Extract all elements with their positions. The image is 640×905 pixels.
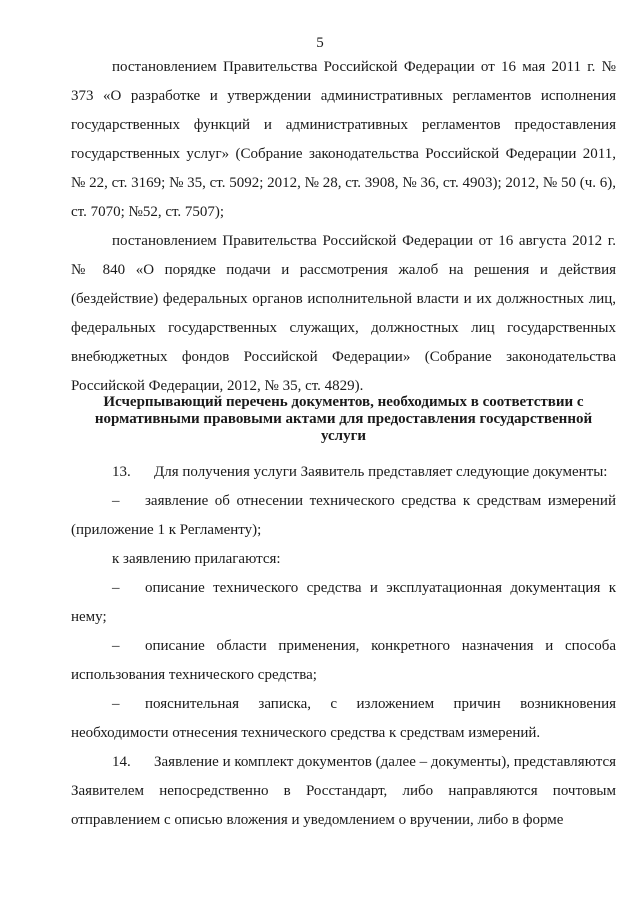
heading-line-3: услуги [320,428,367,444]
bullet-explanatory-note [71,690,616,748]
legal-references-block [71,53,616,401]
section-heading [71,394,616,445]
dash-marker: – [112,638,120,654]
item-14-number: 14. [112,754,131,770]
bullet-application-text: заявление об отнесении технического средства к средствам измерений (приложение 1 к Регламенту); [71,493,616,538]
dash-marker: – [112,580,120,596]
heading-line-2: нормативными правовыми актами для предоставления государственной [94,411,593,427]
item-13 [71,458,616,487]
bullet-scope [71,632,616,690]
paragraph-resolution-373: постановлением Правительства Российской Федерации от 16 мая 2011 г. № 373 «О разработке и утверждении административных регламентов исполнения государственных функций и административных регламентов предоставления государственных услуг» (Собрание законодательства Российской Федерации 2011, № 22, ст. 3169; № 35, ст. 5092; 2012, № 28, ст. 3908, № 36, ст. 4903); 2012, № 50 (ч. 6), ст. 7070; №52, ст. 7507); [71,59,616,220]
bullet-scope-text: описание области применения, конкретного назначения и способа использования технического средства; [71,638,616,683]
bullet-description-text: описание технического средства и эксплуатационная документация к нему; [71,580,616,625]
dash-marker: – [112,696,120,712]
item-13-text: Для получения услуги Заявитель представляет следующие документы: [154,464,608,480]
item-14 [71,748,616,835]
heading-line-1: Исчерпывающий перечень документов, необходимых в соответствии с [103,394,584,410]
item-14-text: Заявление и комплект документов (далее – документы), представляются Заявителем непосредственно в Росстандарт, либо направляются почтовым отправлением с описью вложения и уведомлением о вручении, либо в форме [71,754,616,828]
dash-marker: – [112,493,120,509]
item-13-number: 13. [112,464,131,480]
bullet-description [71,574,616,632]
page-number: 5 [316,35,324,51]
paragraph-resolution-840: постановлением Правительства Российской Федерации от 16 августа 2012 г. № 840 «О порядке подачи и рассмотрения жалоб на решения и действия (бездействие) федеральных органов исполнительной власти и их должностных лиц, федеральных государственных служащих, должностных лиц государственных внебюджетных фондов Российской Федерации» (Собрание законодательства Российской Федерации, 2012, № 35, ст. 4829). [71,233,616,394]
bullet-explanatory-note-text: пояснительная записка, с изложением причин возникновения необходимости отнесения технического средства к средствам измерений. [71,696,616,741]
bullet-application [71,487,616,545]
documents-list-block [71,458,616,835]
attachments-intro: к заявлению прилагаются: [112,551,281,567]
